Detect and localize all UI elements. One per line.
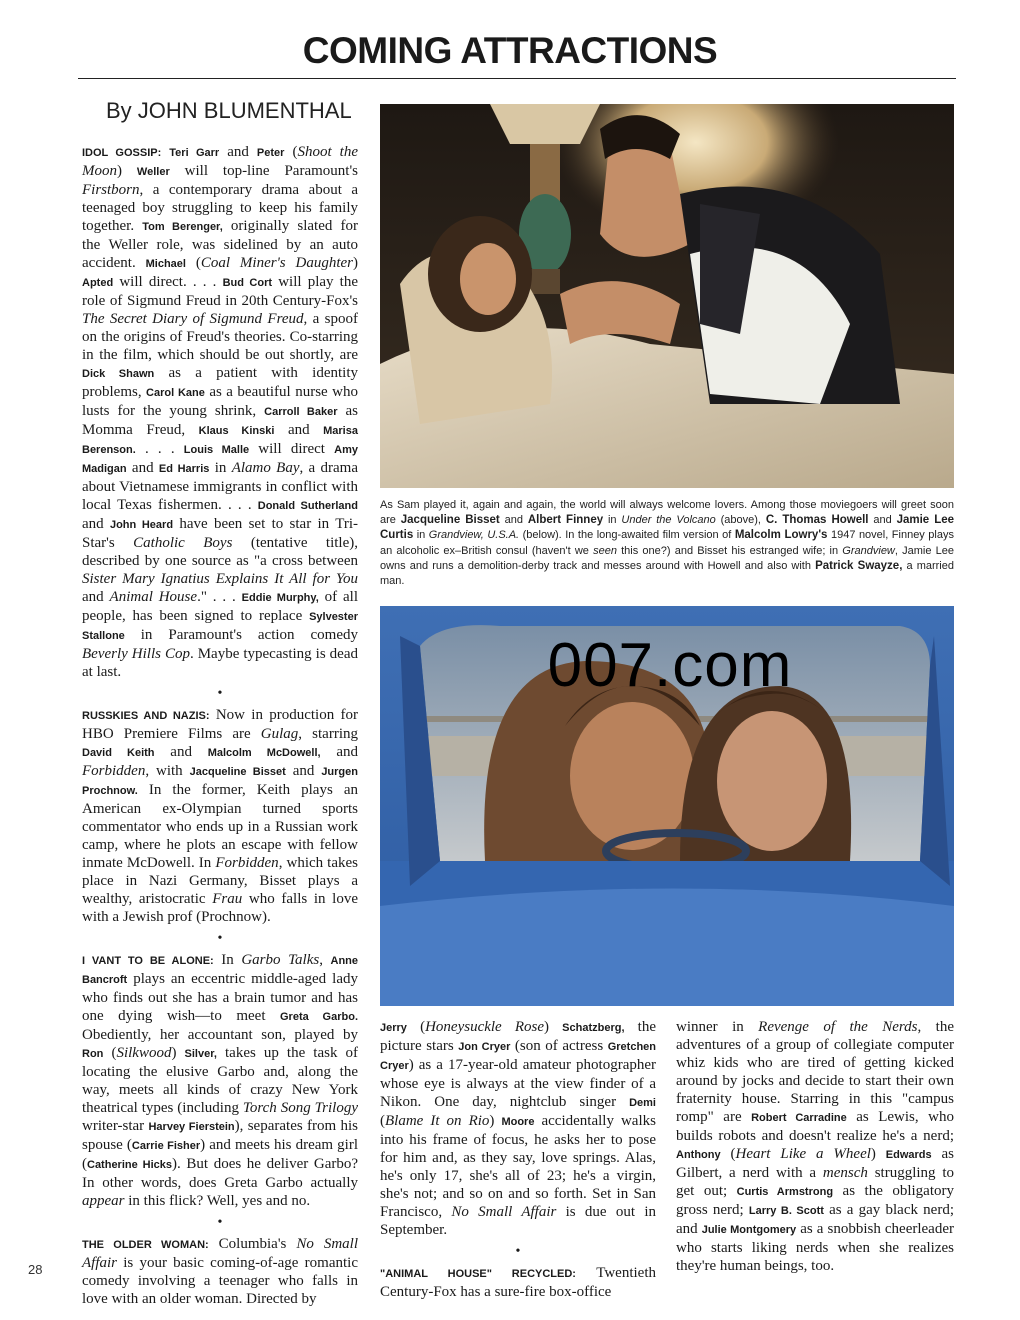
page-title: COMING ATTRACTIONS: [302, 30, 718, 71]
watermark: 007.com: [547, 631, 793, 700]
paragraph-older-woman: THE OLDER WOMAN: Columbia's No Small Affair is your basic coming-of-age romantic comedy involving a teenager who falls in love with an older woman. Directed by: [82, 1236, 358, 1307]
photo-grandview-usa: [380, 606, 954, 1006]
section-divider-dot: •: [217, 1215, 223, 1230]
photo-caption: As Sam played it, again and again, the world will always welcome lovers. Among those moviegoers will greet soon are Jacqueline Bisset and Albert Finney in Under the Volcano (above), C. Thomas Howell and Jamie Lee Curtis in Grandview, U.S.A. (below). In the long-awaited film version of Malcolm Lowry's 1947 novel, Finney plays an alcoholic ex–British consul (haven't we seen this one?) and Bisset his estranged wife; in Grandview, Jamie Lee owns and runs a demolition-derby track and messes around with Howell and also with Patrick Swayze, a married man.: [380, 499, 955, 588]
photo-couple-embrace-image: [380, 104, 954, 488]
paragraph-revenge-of-the-nerds: winner in Revenge of the Nerds, the adventures of a group of collegiate computer whiz kids who are tired of getting kicked around by jocks and decide to start their own fraternity house. Starring in this "campus romp" are Robert Carradine as Lewis, who builds robots and doesn't realize he's a nerd; Anthony (Heart Like a Wheel) Edwards as Gilbert, a nerd with a mensch struggling to get out; Curtis Armstrong as the obligatory gross nerd; Larry B. Scott as a gay black nerd; and Julie Montgomery as a snobbish cheerleader who starts liking nerds when she realizes they're human beings, too.: [676, 1019, 955, 1274]
section-divider-dot: •: [217, 931, 223, 946]
section-divider-dot: •: [217, 686, 223, 701]
article-column-1: [82, 143, 358, 1308]
photo-under-the-volcano: [380, 104, 954, 488]
section-heading-animal-house: "ANIMAL HOUSE" RECYCLED:: [380, 1268, 576, 1280]
paragraph-idol-gossip: IDOL GOSSIP: Teri Garr and Peter (Shoot the Moon) Weller will top-line Paramount's Firstborn, a contemporary drama about a teenaged boy struggling to keep his family together. Tom Berenger, originally slated for the Weller role, was sidelined by an auto accident. Michael (Coal Miner's Daughter) Apted will direct. . . . Bud Cort will play the role of Sigmund Freud in 20th Century-Fox's The Secret Diary of Sigmund Freud, a spoof on the origins of Freud's theories. Co-starring in the film, which should be out shortly, are Dick Shawn as a patient with identity problems, Carol Kane as a beautiful nurse who lusts for the young shrink, Carroll Baker as Momma Freud, Klaus Kinski and Marisa Berenson. . . . Louis Malle will direct Amy Madigan and Ed Harris in Alamo Bay, a drama about Vietnamese immigrants in conflict with local Texas fishermen. . . . Donald Sutherland and John Heard have been set to star in Tri-Star's Catholic Boys (tentative title), described by one source as "a cross between Sister Mary Ignatius Explains It All for You and Animal House." . . . Eddie Murphy, of all people, has been signed to replace Sylvester Stallone in Paramount's action comedy Beverly Hills Cop. Maybe typecasting is dead at last.: [82, 144, 359, 680]
paragraph-i-vant-to-be-alone: I VANT TO BE ALONE: In Garbo Talks, Anne Bancroft plays an eccentric middle-aged lady who finds out she has a brain tumor and has one dying wish—to meet Greta Garbo. Obediently, her accountant son, played by Ron (Silkwood) Silver, takes up the task of locating the elusive Garbo and, along the way, meets all kinds of crazy New York theatrical types (including Torch Song Trilogy writer-star Harvey Fierstein), separates from his spouse (Carrie Fisher) and meets his dream girl (Catherine Hicks). But does he deliver Garbo? In other words, does Greta Garbo actually appear in this flick? Well, yes and no.: [82, 952, 359, 1209]
photo-couple-in-car-image: [380, 606, 954, 1006]
header-rule: [78, 78, 956, 79]
page-number: 28: [28, 1262, 43, 1277]
byline: By JOHN BLUMENTHAL: [106, 98, 352, 123]
section-heading-garbo: I VANT TO BE ALONE:: [82, 955, 214, 967]
section-heading-russkies: RUSSKIES AND NAZIS:: [82, 710, 210, 722]
section-heading-older-woman: THE OLDER WOMAN:: [82, 1239, 209, 1251]
paragraph-russkies-and-nazis: RUSSKIES AND NAZIS: Now in production for HBO Premiere Films are Gulag, starring David Keith and Malcolm McDowell, and Forbidden, with Jacqueline Bisset and Jurgen Prochnow. In the former, Keith plays an American ex-Olympian turned sports commentator who ends up in a Russian work camp, where he plots an escape with fellow inmate McDowell. In Forbidden, which takes place in Nazi Germany, Bisset plays a wealthy, aristocratic Frau who falls in love with a Jewish prof (Prochnow).: [82, 707, 359, 925]
article-column-2: [380, 1018, 656, 1301]
section-heading-idol-gossip: IDOL GOSSIP:: [82, 147, 162, 159]
article-column-3: [676, 1018, 954, 1275]
paragraph-no-small-affair-cont: Jerry (Honeysuckle Rose) Schatzberg, the picture stars Jon Cryer (son of actress Gretchen Cryer) as a 17-year-old amateur photographer whose eye is always at the view finder of a Nikon. One day, nightclub singer Demi (Blame It on Rio) Moore accidentally walks into his frame of focus, he asks her to pose for him and, as they say, love springs. Alas, he's only 17, she's all of 23; he's a virgin, she's not; and so on and so forth. Set in San Francisco, No Small Affair is due out in September.: [380, 1019, 657, 1238]
section-divider-dot: •: [515, 1244, 521, 1259]
paragraph-animal-house-recycled: "ANIMAL HOUSE" RECYCLED: Twentieth Century-Fox has a sure-fire box-office: [380, 1265, 656, 1300]
